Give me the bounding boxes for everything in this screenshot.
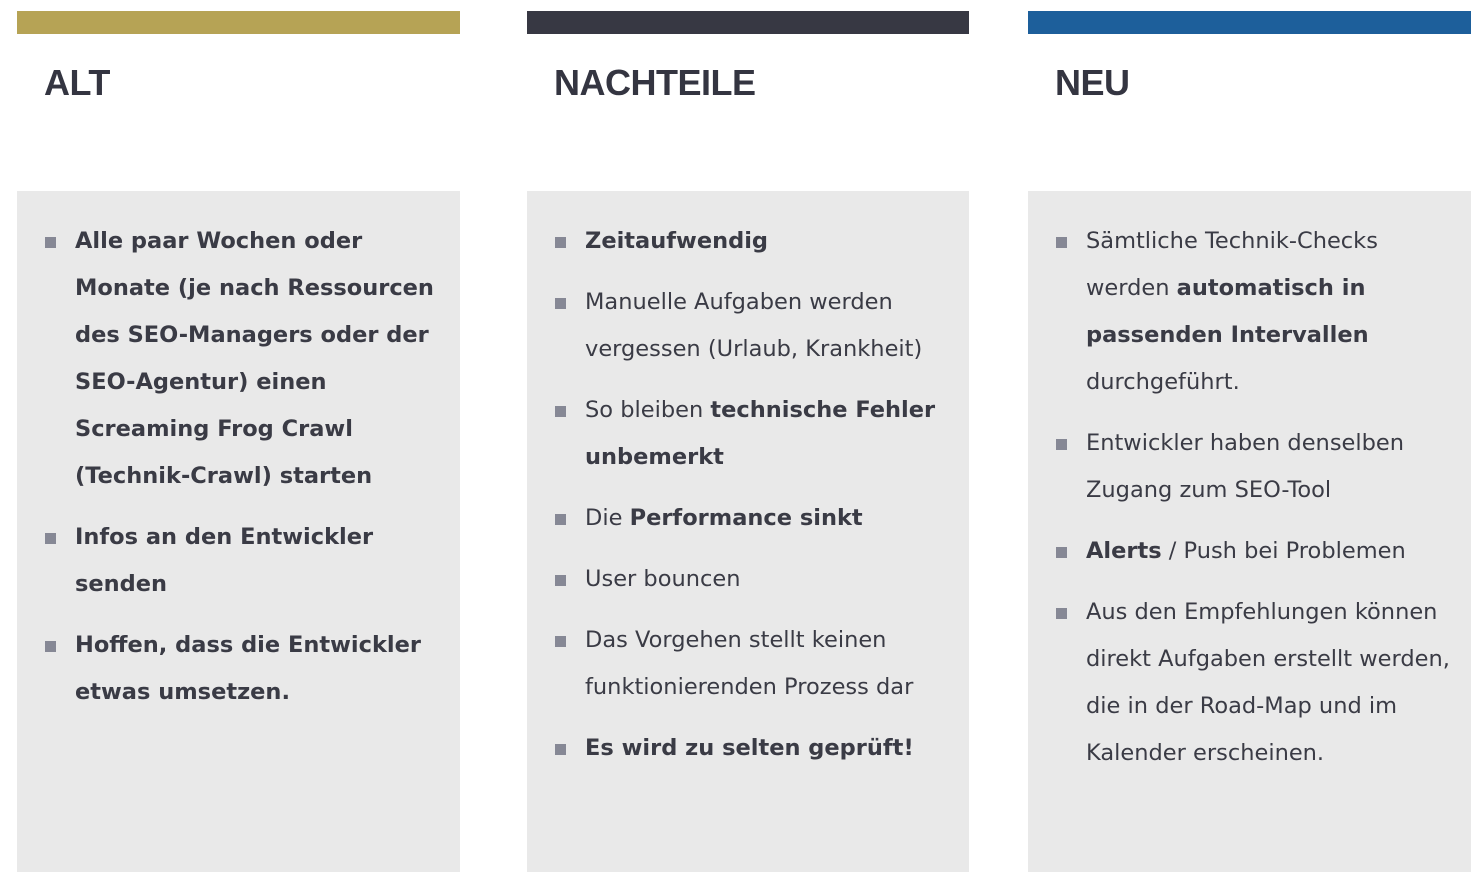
- square-bullet-icon: [555, 514, 566, 525]
- list-item: [527, 725, 949, 772]
- list-item: [17, 622, 440, 716]
- column-neu: [1028, 0, 1471, 884]
- square-bullet-icon: [555, 298, 566, 309]
- square-bullet-icon: [555, 406, 566, 417]
- list-item: [527, 279, 949, 373]
- list-item: [1028, 589, 1451, 777]
- item-text: Die: [585, 505, 630, 531]
- column-title-nachteile: NACHTEILE: [554, 62, 756, 103]
- square-bullet-icon: [555, 636, 566, 647]
- panel-nachteile: [527, 191, 969, 872]
- accent-bar-alt: [17, 11, 460, 34]
- square-bullet-icon: [1056, 237, 1067, 248]
- panel-neu: [1028, 191, 1471, 872]
- square-bullet-icon: [555, 237, 566, 248]
- list-item: [17, 514, 440, 608]
- item-text-bold: Alerts: [1086, 538, 1162, 564]
- panel-alt: [17, 191, 460, 872]
- list-item: [17, 218, 440, 500]
- item-text-bold: Infos an den Entwickler senden: [75, 524, 374, 597]
- item-text: User bouncen: [585, 566, 741, 592]
- accent-bar-neu: [1028, 11, 1471, 34]
- square-bullet-icon: [555, 744, 566, 755]
- item-text: Aus den Empfehlungen können direkt Aufgaben erstellt werden, die in der Road-Map und im Kalender erscheinen.: [1086, 599, 1450, 766]
- column-title-alt: ALT: [44, 62, 110, 103]
- list-item: [1028, 218, 1451, 406]
- square-bullet-icon: [1056, 547, 1067, 558]
- item-text: Das Vorgehen stellt keinen funktionierenden Prozess dar: [585, 627, 914, 700]
- item-text: durchgeführt.: [1086, 369, 1240, 395]
- column-nachteile: [527, 0, 969, 884]
- item-text: Manuelle Aufgaben werden vergessen (Urlaub, Krankheit): [585, 289, 923, 362]
- item-text-bold: Zeitaufwendig: [585, 228, 769, 254]
- item-text-bold: technische Fehler unbemerkt: [585, 397, 936, 470]
- item-text: Sämtliche Technik-Checks werden: [1086, 228, 1378, 301]
- item-text-bold: Alle paar Wochen oder Monate (je nach Ressourcen des SEO-Managers oder der SEO-Agentur) einen Screaming Frog Crawl (Technik-Crawl) starten: [75, 228, 434, 489]
- square-bullet-icon: [1056, 608, 1067, 619]
- list-item: [527, 387, 949, 481]
- list-item: [527, 617, 949, 711]
- square-bullet-icon: [45, 641, 56, 652]
- square-bullet-icon: [45, 533, 56, 544]
- item-text: / Push bei Problemen: [1161, 538, 1406, 564]
- item-text: So bleiben: [585, 397, 711, 423]
- list-item: [1028, 528, 1451, 575]
- column-alt: [17, 0, 460, 884]
- item-text-bold: Hoffen, dass die Entwickler etwas umsetzen.: [75, 632, 422, 705]
- item-text-bold: Es wird zu selten geprüft!: [585, 735, 914, 761]
- item-text-bold: automatisch in passenden Intervallen: [1086, 275, 1369, 348]
- accent-bar-nachteile: [527, 11, 969, 34]
- item-list-neu: [1028, 218, 1451, 791]
- list-item: [527, 556, 949, 603]
- item-list-alt: [17, 218, 440, 730]
- square-bullet-icon: [555, 575, 566, 586]
- list-item: [527, 495, 949, 542]
- square-bullet-icon: [45, 237, 56, 248]
- item-text: Entwickler haben denselben Zugang zum SEO-Tool: [1086, 430, 1405, 503]
- item-list-nachteile: [527, 218, 949, 786]
- square-bullet-icon: [1056, 439, 1067, 450]
- list-item: [1028, 420, 1451, 514]
- column-title-neu: NEU: [1055, 62, 1130, 103]
- list-item: [527, 218, 949, 265]
- item-text-bold: Performance sinkt: [629, 505, 863, 531]
